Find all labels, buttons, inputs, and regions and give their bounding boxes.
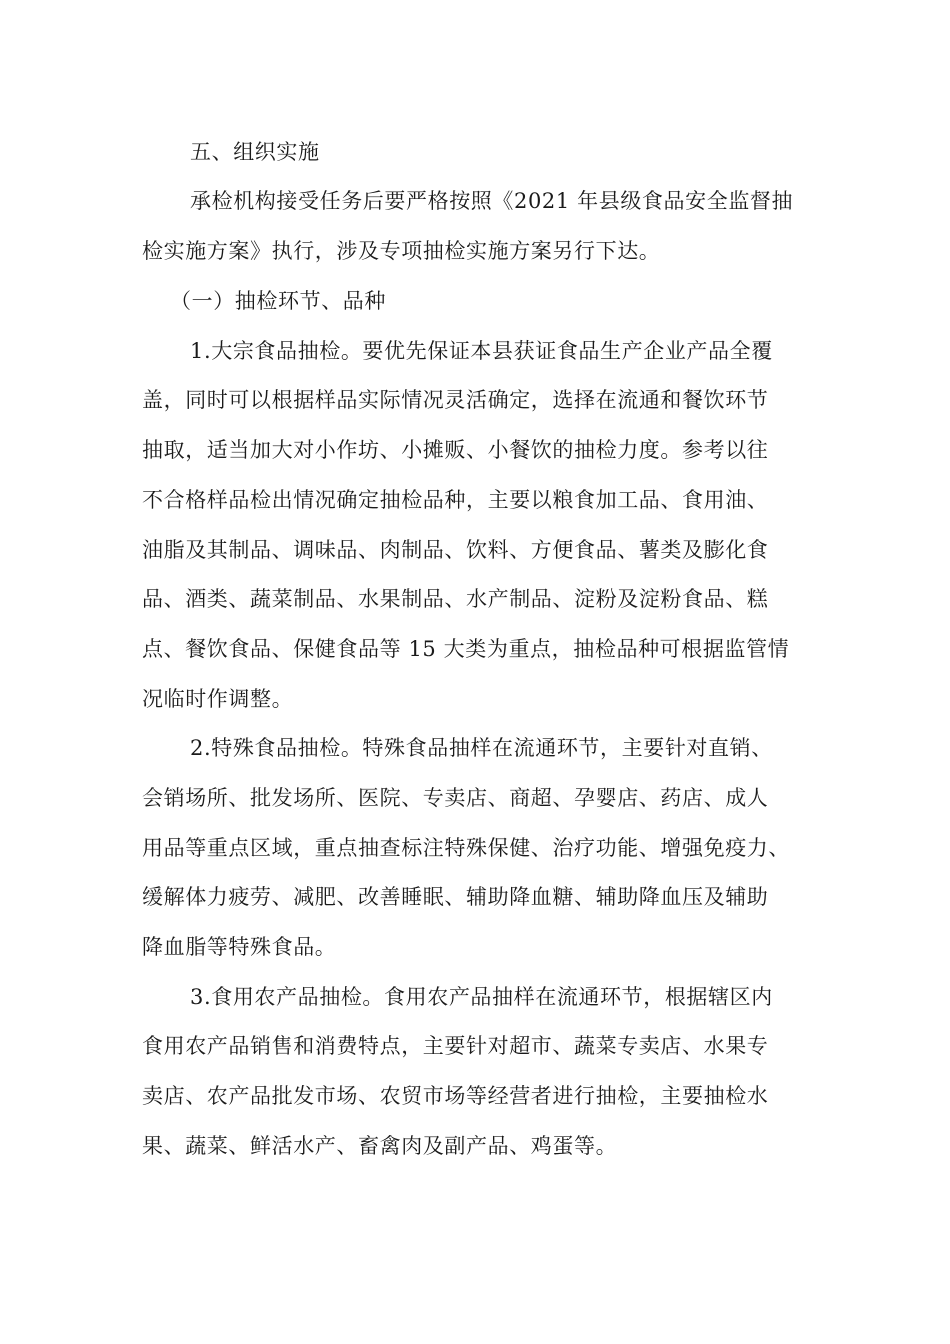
item1-line-8: 况临时作调整。: [142, 687, 294, 711]
item1-line-7: 点、餐饮食品、保健食品等 15 大类为重点，抽检品种可根据监管情: [142, 637, 790, 661]
item2-line-2: 会销场所、批发场所、医院、专卖店、商超、孕婴店、药店、成人: [142, 786, 769, 810]
subsection-heading: （一）抽检环节、品种: [170, 289, 386, 313]
item2-line-4: 缓解体力疲劳、减肥、改善睡眠、辅助降血糖、辅助降血压及辅助: [142, 885, 769, 909]
item3-line-4: 果、蔬菜、鲜活水产、畜禽肉及副产品、鸡蛋等。: [142, 1134, 618, 1158]
item2-line-5: 降血脂等特殊食品。: [142, 935, 337, 959]
item3-line-3: 卖店、农产品批发市场、农贸市场等经营者进行抽检，主要抽检水: [142, 1084, 769, 1108]
item1-line-2: 盖，同时可以根据样品实际情况灵活确定，选择在流通和餐饮环节: [142, 388, 769, 412]
intro-line-1: 承检机构接受任务后要严格按照《2021 年县级食品安全监督抽: [190, 189, 794, 213]
item1-line-1: 1.大宗食品抽检。要优先保证本县获证食品生产企业产品全覆: [190, 339, 773, 363]
item2-line-3: 用品等重点区域，重点抽查标注特殊保健、治疗功能、增强免疫力、: [142, 836, 790, 860]
intro-line-2: 检实施方案》执行，涉及专项抽检实施方案另行下达。: [142, 239, 661, 263]
item1-line-6: 品、酒类、蔬菜制品、水果制品、水产制品、淀粉及淀粉食品、糕: [142, 587, 769, 611]
item3-line-1: 3.食用农产品抽检。食用农产品抽样在流通环节，根据辖区内: [190, 985, 773, 1009]
item1-line-4: 不合格样品检出情况确定抽检品种，主要以粮食加工品、食用油、: [142, 488, 769, 512]
section-heading: 五、组织实施: [190, 140, 320, 164]
item3-line-2: 食用农产品销售和消费特点，主要针对超市、蔬菜专卖店、水果专: [142, 1034, 769, 1058]
item1-line-5: 油脂及其制品、调味品、肉制品、饮料、方便食品、薯类及膨化食: [142, 538, 769, 562]
item2-line-1: 2.特殊食品抽检。特殊食品抽样在流通环节，主要针对直销、: [190, 736, 773, 760]
item1-line-3: 抽取，适当加大对小作坊、小摊贩、小餐饮的抽检力度。参考以往: [142, 438, 769, 462]
